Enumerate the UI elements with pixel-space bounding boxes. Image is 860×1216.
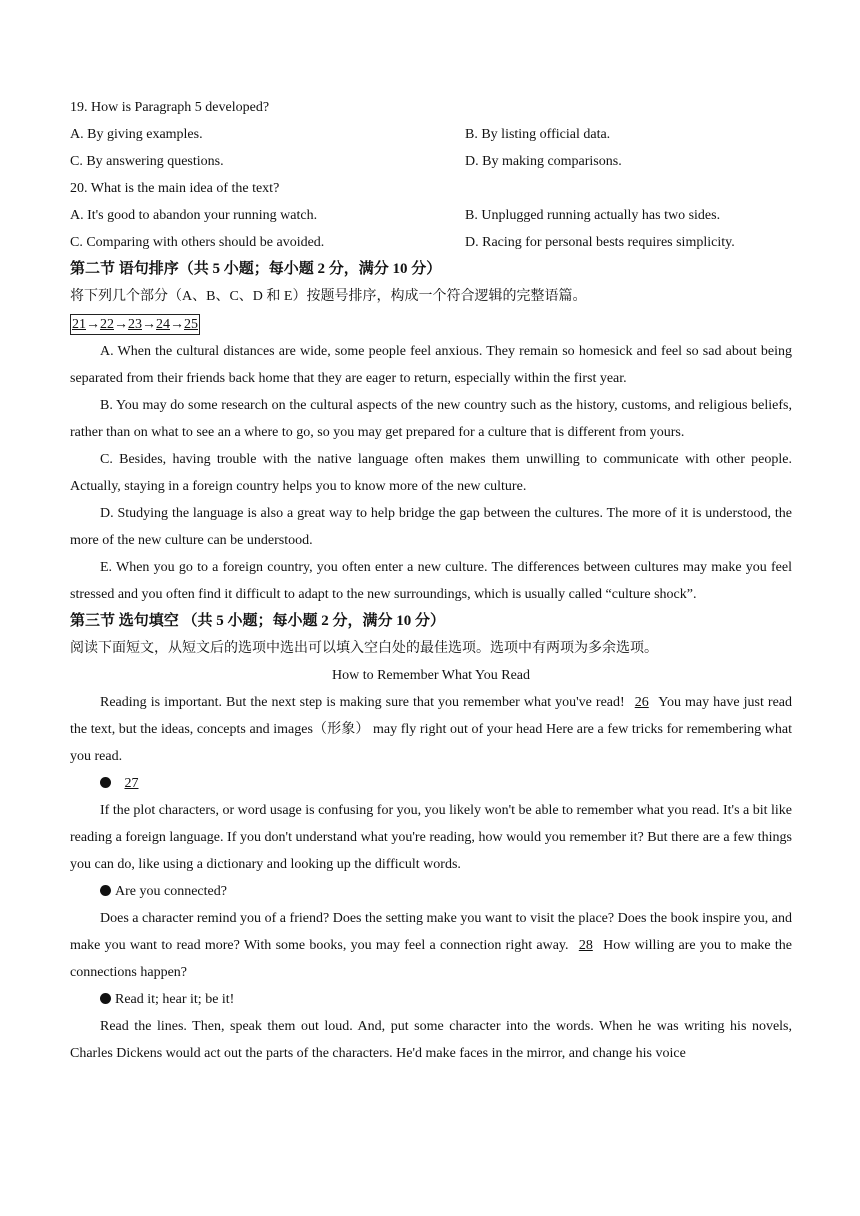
order-number: 23 [128, 317, 142, 332]
bullet-blank-27 [70, 770, 792, 797]
order-number: 24 [156, 317, 170, 332]
order-number: 25 [184, 317, 198, 332]
bullet-dot-icon [100, 993, 111, 1004]
passage-text: How willing are you to make the connections happen? [70, 938, 793, 980]
bullet-dot-icon [100, 777, 111, 788]
document-page [70, 94, 792, 1067]
order-arrow: → [170, 317, 184, 332]
order-arrow: → [114, 317, 128, 332]
order-arrow: → [86, 317, 100, 332]
bullet-dot-icon [100, 885, 111, 896]
bullet-read-it [70, 986, 792, 1013]
q19-options-row-1 [70, 121, 792, 148]
passage-text: You may have just read the text, but the ideas, concepts and images（形象） may fly right out of your head Here are a few tricks for remembering what you read. [70, 695, 793, 764]
paragraph-d: D. Studying the language is also a great way to help bridge the gap between the cultures. The more of it is understood, the more of the new culture can be understood. [70, 506, 792, 548]
blank-26: 26 [634, 695, 649, 710]
q20-option-d: D. Racing for personal bests requires simplicity. [465, 235, 735, 250]
section-3-instruction: 阅读下面短文，从短文后的选项中选出可以填入空白处的最佳选项。选项中有两项为多余选项。 [70, 641, 658, 656]
paragraph-e: E. When you go to a foreign country, you often enter a new culture. The differences between cultures may make you feel stressed and you often find it difficult to adapt to the new surroundings, which is usually called “culture shock”. [70, 560, 792, 602]
order-number: 21 [72, 317, 86, 332]
passage-paragraph-3 [70, 905, 792, 986]
order-sequence-row [70, 310, 792, 338]
section-3-heading: 第三节 选句填空 （共 5 小题；每小题 2 分，满分 10 分） [70, 613, 446, 629]
paragraph-b: B. You may do some research on the cultural aspects of the new country such as the history, customs, and religious beliefs, rather than on what to see an a where to go, so you may get prepared for a culture that is different from yours. [70, 398, 792, 440]
q20-options-row-2 [70, 229, 792, 256]
blank-27: 27 [124, 776, 139, 791]
section-2-heading: 第二节 语句排序（共 5 小题；每小题 2 分，满分 10 分） [70, 261, 442, 277]
q20-option-c: C. Comparing with others should be avoided. [70, 235, 325, 250]
q20-option-b: B. Unplugged running actually has two sides. [465, 208, 721, 223]
q20-option-a: A. It's good to abandon your running watch. [70, 208, 318, 223]
bullet-text: Read it; hear it; be it! [115, 992, 235, 1007]
paragraph-c: C. Besides, having trouble with the native language often makes them unwilling to communicate with other people. Actually, staying in a foreign country helps you to know more of the new culture. [70, 452, 792, 494]
question-20: 20. What is the main idea of the text? [70, 181, 280, 196]
passage-paragraph-2: If the plot characters, or word usage is confusing for you, you likely won't be able to remember what you read. It's a bit like reading a foreign language. If you don't understand what you're reading, how would you remember it? But there are a few things you can do, like using a dictionary and looking up the difficult words. [70, 803, 793, 872]
passage-text: Reading is important. But the next step is making sure that you remember what you've read! [100, 695, 625, 710]
bullet-are-you-connected [70, 878, 792, 905]
section-2-instruction: 将下列几个部分（A、B、C、D 和 E）按题号排序，构成一个符合逻辑的完整语篇。 [70, 289, 587, 304]
order-number: 22 [100, 317, 114, 332]
q19-options-row-2 [70, 148, 792, 175]
q19-option-d: D. By making comparisons. [465, 154, 622, 169]
paragraph-a: A. When the cultural distances are wide, some people feel anxious. They remain so homesick and feel so sad about being separated from their friends back home that they are eager to return, especially within the first year. [70, 344, 792, 386]
q19-option-c: C. By answering questions. [70, 154, 224, 169]
passage-title: How to Remember What You Read [331, 668, 531, 683]
q20-options-row-1 [70, 202, 792, 229]
passage-text: Does a character remind you of a friend? Does the setting make you want to visit the place? Does the book inspire you, and make you want to read more? With some books, you may feel a connection right away. [70, 911, 792, 953]
passage-paragraph-1 [70, 689, 792, 770]
bullet-text: Are you connected? [115, 884, 227, 899]
passage-paragraph-4: Read the lines. Then, speak them out loud. And, put some character into the words. When he was writing his novels, Charles Dickens would act out the parts of the characters. He'd make faces in the mirror, and change his voice [70, 1019, 792, 1061]
q19-option-b: B. By listing official data. [465, 127, 611, 142]
q19-option-a: A. By giving examples. [70, 127, 203, 142]
blank-28: 28 [578, 938, 593, 953]
question-19: 19. How is Paragraph 5 developed? [70, 100, 270, 115]
order-sequence-box [70, 314, 200, 335]
order-arrow: → [142, 317, 156, 332]
